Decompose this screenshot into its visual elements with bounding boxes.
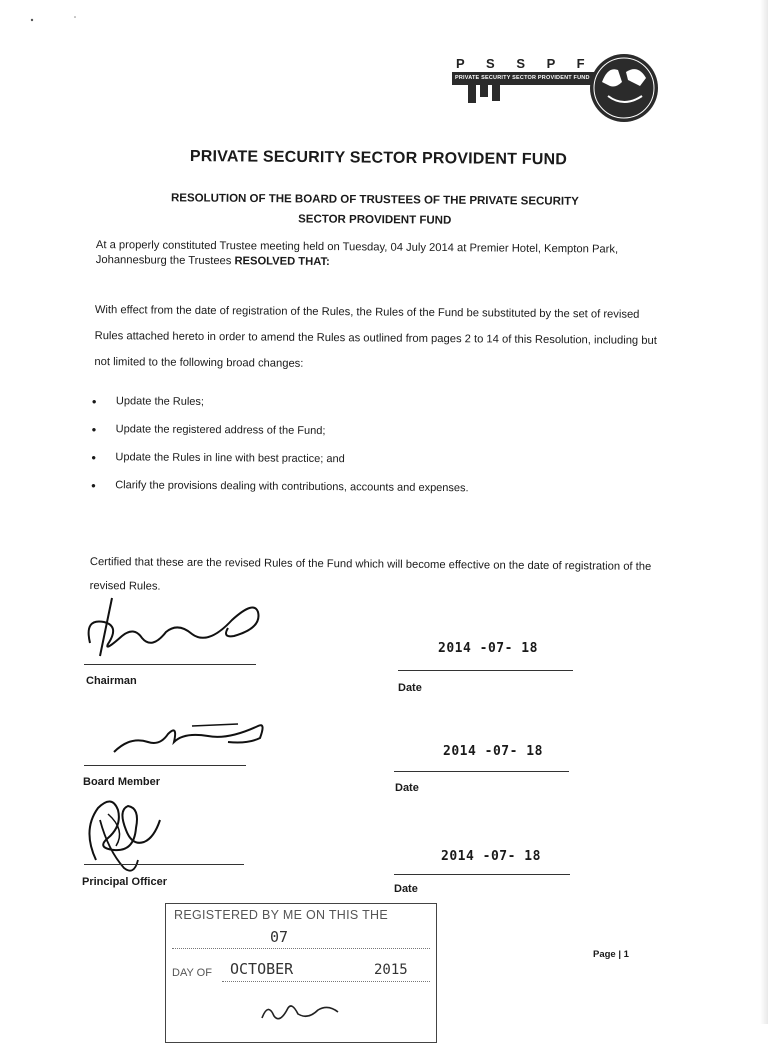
registration-stamp [165, 903, 437, 1043]
principal-officer-signature-line [84, 864, 244, 865]
board-member-date: 2014 -07- 18 [443, 744, 543, 759]
board-member-label: Board Member [83, 776, 161, 788]
resolution-heading-line2: SECTOR PROVIDENT FUND [298, 213, 452, 227]
list-item: • Update the Rules; [92, 395, 652, 428]
hands-emblem-icon [588, 52, 660, 124]
board-member-date-label: Date [395, 782, 419, 794]
chairman-label: Chairman [86, 675, 137, 687]
principal-officer-label: Principal Officer [82, 876, 167, 888]
stamp-month-dotted-line [222, 981, 430, 982]
resolution-heading-line1: RESOLUTION OF THE BOARD OF TRUSTEES OF THE PRIVATE SECURITY [170, 192, 579, 208]
list-item: • Update the Rules in line with best practice; and [91, 451, 651, 484]
list-item: • Update the registered address of the Fund; [92, 423, 652, 456]
logo-letters: P S S P F [456, 56, 594, 71]
page-title: PRIVATE SECURITY SECTOR PROVIDENT FUND [189, 148, 568, 169]
stamp-day-number: 07 [270, 928, 289, 946]
psspf-logo [452, 50, 662, 130]
intro-paragraph [96, 238, 661, 273]
resolved-that: RESOLVED THAT: [234, 255, 330, 269]
board-member-signature-line [84, 765, 246, 766]
chairman-signature [82, 588, 267, 668]
stamp-signature [258, 998, 348, 1024]
list-item: • Clarify the provisions dealing with contributions, accounts and expenses. [91, 479, 651, 512]
board-member-date-line [394, 771, 569, 772]
board-member-signature [108, 712, 268, 758]
stamp-month: OCTOBER [230, 960, 294, 978]
intro-text: At a properly constituted Trustee meeting held on Tuesday, 04 July 2014 at Premier Hotel, Kempton Park, Johannesburg the Trustees [95, 238, 619, 268]
chairman-date: 2014 -07- 18 [438, 641, 538, 656]
effect-paragraph: With effect from the date of registration of the Rules, the Rules of the Fund be substituted by the set of revised Rules attached hereto in order to amend the Rules as outlined from pages 2 to 14 of this Resolution, including but not limited to the following broad changes: [94, 303, 657, 370]
chairman-signature-line [84, 664, 256, 665]
changes-list [91, 395, 652, 512]
certified-paragraph: Certified that these are the revised Rules of the Fund which will become effective on the date of registration of the revised Rules. [89, 555, 652, 593]
logo-bar-text: PRIVATE SECURITY SECTOR PROVIDENT FUND [452, 72, 597, 85]
stamp-year: 2015 [374, 962, 408, 978]
key-teeth-icon [468, 85, 508, 105]
stamp-dotted-line [172, 948, 430, 949]
scan-specks [20, 12, 100, 26]
stamp-heading: REGISTERED BY ME ON THIS THE [174, 908, 388, 922]
principal-officer-date-line [394, 874, 570, 875]
stamp-day-of-label: DAY OF [172, 967, 212, 979]
chairman-date-label: Date [398, 682, 422, 694]
principal-officer-date: 2014 -07- 18 [441, 849, 541, 864]
chairman-date-line [398, 670, 573, 671]
page-edge-shadow [760, 0, 768, 1024]
page-number: Page | 1 [593, 949, 629, 960]
principal-officer-date-label: Date [394, 883, 418, 895]
resolution-heading [140, 188, 610, 232]
